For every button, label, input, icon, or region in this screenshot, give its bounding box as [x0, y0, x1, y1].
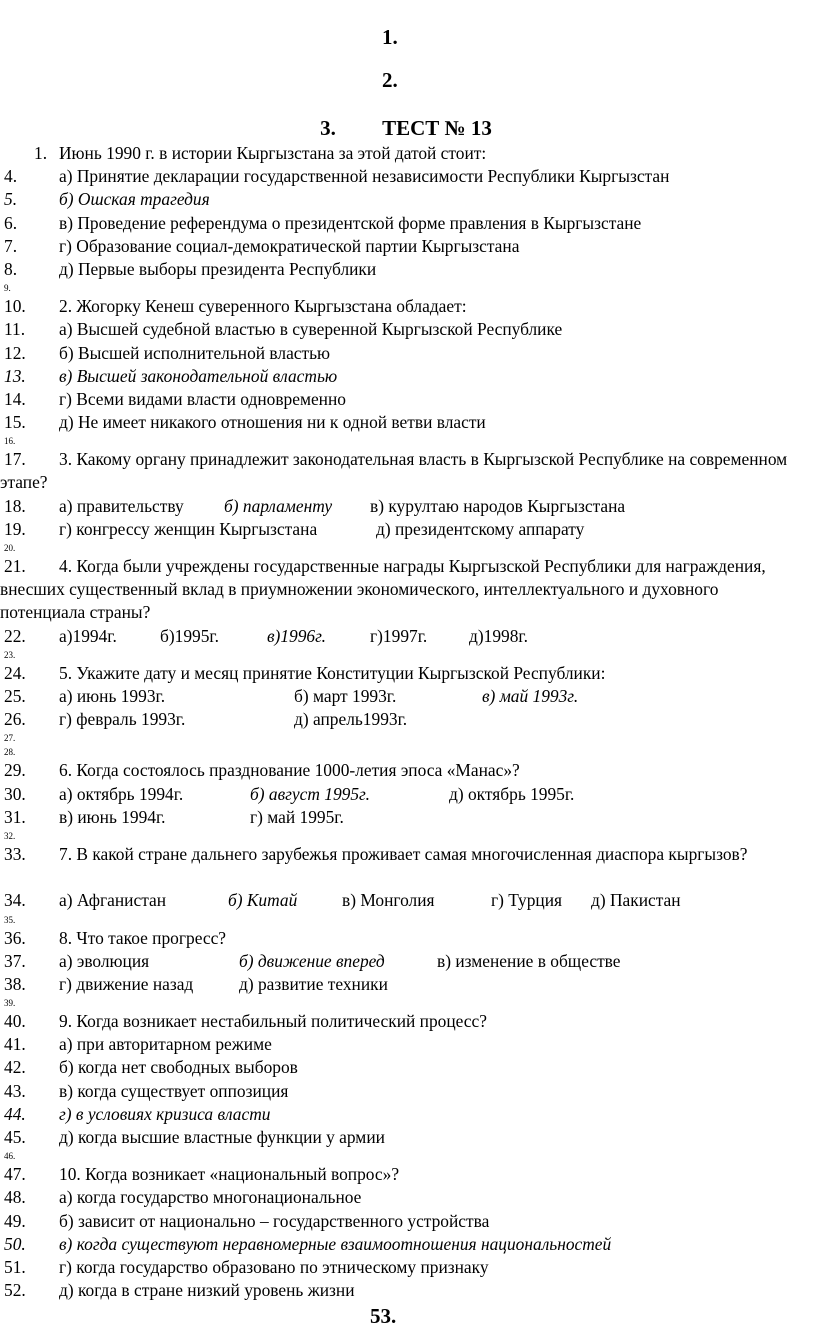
list-item-11: 11. а) Высшей судебной властью в суверенной Кыргызской Республике — [4, 319, 563, 340]
list-item-32: 32. — [4, 830, 16, 841]
list-item-1: 1. Июнь 1990 г. в истории Кыргызстана за этой датой стоит: — [34, 143, 487, 163]
list-item-52: 52. д) когда в стране низкий уровень жизни — [4, 1280, 355, 1301]
list-item-7: 7. г) Образование социал-демократической партии Кыргызстана — [4, 235, 520, 256]
list-item-45: 45. д) когда высшие властные функции у армии — [4, 1127, 385, 1147]
list-item-4: 4. а) Принятие декларации государственной независимости Республики Кыргызстан — [4, 166, 670, 187]
list-item-46: 46. — [4, 1151, 16, 1162]
heading-53: 53. — [370, 1304, 397, 1328]
list-item-49: 49. б) зависит от национально – государственного устройства — [4, 1210, 490, 1231]
list-item-43: 43. в) когда существует оппозиция — [4, 1080, 289, 1101]
list-item-47: 47. 10. Когда возникает «национальный вопрос»? — [4, 1164, 400, 1185]
list-item-16: 16. — [4, 436, 16, 447]
list-item-29: 29. 6. Когда состоялось празднование 1000-летия эпоса «Манас»? — [4, 760, 520, 781]
list-item-38: 38. г) движение назад д) развитие техники — [4, 973, 388, 994]
list-item-15: 15. д) Не имеет никакого отношения ни к одной ветви власти — [4, 412, 486, 433]
list-item-48: 48. а) когда государство многонациональное — [4, 1187, 362, 1208]
list-item-6: 6. в) Проведение референдума о президентской форме правления в Кыргызстане — [4, 212, 642, 233]
list-item-18: 18. а) правительству б) парламенту в) курултаю народов Кыргызстана — [4, 495, 626, 516]
list-item-35: 35. — [4, 914, 16, 925]
list-item-39: 39. — [4, 998, 16, 1009]
list-item-42: 42. б) когда нет свободных выборов — [4, 1057, 298, 1078]
list-item-37: 37. а) эволюция б) движение вперед в) изменение в обществе — [4, 950, 621, 971]
list-item-40: 40. 9. Когда возникает нестабильный политический процесс? — [4, 1011, 487, 1032]
heading-2: 2. — [382, 68, 398, 92]
list-item-34: 34. а) Афганистан б) Китай в) Монголия г) Турция д) Пакистан — [4, 890, 681, 911]
list-item-5: 5. б) Ошская трагедия — [4, 189, 210, 210]
list-item-36: 36. 8. Что такое прогресс? — [4, 927, 227, 948]
list-item-31: 31. в) июнь 1994г. г) май 1995г. — [4, 806, 344, 827]
heading-test-title: 3. ТЕСТ № 13 — [320, 116, 492, 140]
list-item-27: 27. — [4, 733, 16, 744]
list-item-13: 13. в) Высшей законодательной властью — [4, 365, 338, 386]
list-item-14: 14. г) Всеми видами власти одновременно — [4, 388, 346, 409]
list-item-25: 25. а) июнь 1993г. б) март 1993г. в) май 1993г. — [4, 685, 579, 706]
list-item-30: 30. а) октябрь 1994г. б) август 1995г. д) октябрь 1995г. — [4, 783, 575, 804]
list-item-17: 17. 3. Какому органу принадлежит законодательная власть в Кыргызской Республике на современном этапе? — [0, 449, 788, 493]
list-item-28: 28. — [4, 747, 16, 758]
list-item-50: 50. в) когда существуют неравномерные взаимоотношения национальностей — [4, 1233, 612, 1254]
list-item-20: 20. — [4, 543, 16, 554]
list-item-12: 12. б) Высшей исполнительной властью — [4, 342, 331, 363]
list-item-23: 23. — [4, 649, 16, 660]
list-item-10: 10. 2. Жогорку Кенеш суверенного Кыргызстана обладает: — [4, 296, 467, 317]
list-item-24: 24. 5. Укажите дату и месяц принятие Конституции Кыргызской Республики: — [4, 662, 606, 683]
list-item-51: 51. г) когда государство образовано по этническому признаку — [4, 1256, 489, 1277]
list-item-44: 44. г) в условиях кризиса власти — [4, 1103, 271, 1124]
list-item-19: 19. г) конгрессу женщин Кыргызстана д) президентскому аппарату — [4, 518, 585, 539]
heading-1: 1. — [382, 25, 398, 49]
list-item-8: 8. д) Первые выборы президента Республики — [4, 258, 377, 279]
list-item-33: 33. 7. В какой стране дальнего зарубежья проживает самая многочисленная диаспора кыргызов? — [4, 843, 748, 864]
list-item-26: 26. г) февраль 1993г. д) апрель1993г. — [4, 709, 408, 730]
list-item-22: 22. а)1994г. б)1995г. в)1996г. г)1997г. д)1998г. — [4, 625, 528, 646]
list-item-41: 41. а) при авторитарном режиме — [4, 1034, 272, 1055]
list-item-21: 21. 4. Когда были учреждены государственные награды Кыргызской Республики для награждения, внесших существенный вклад в приумножении экономического, интеллектуального и духовного потенциала страны? — [0, 556, 766, 623]
document-body — [0, 142, 816, 1302]
list-item-9: 9. — [4, 283, 11, 294]
